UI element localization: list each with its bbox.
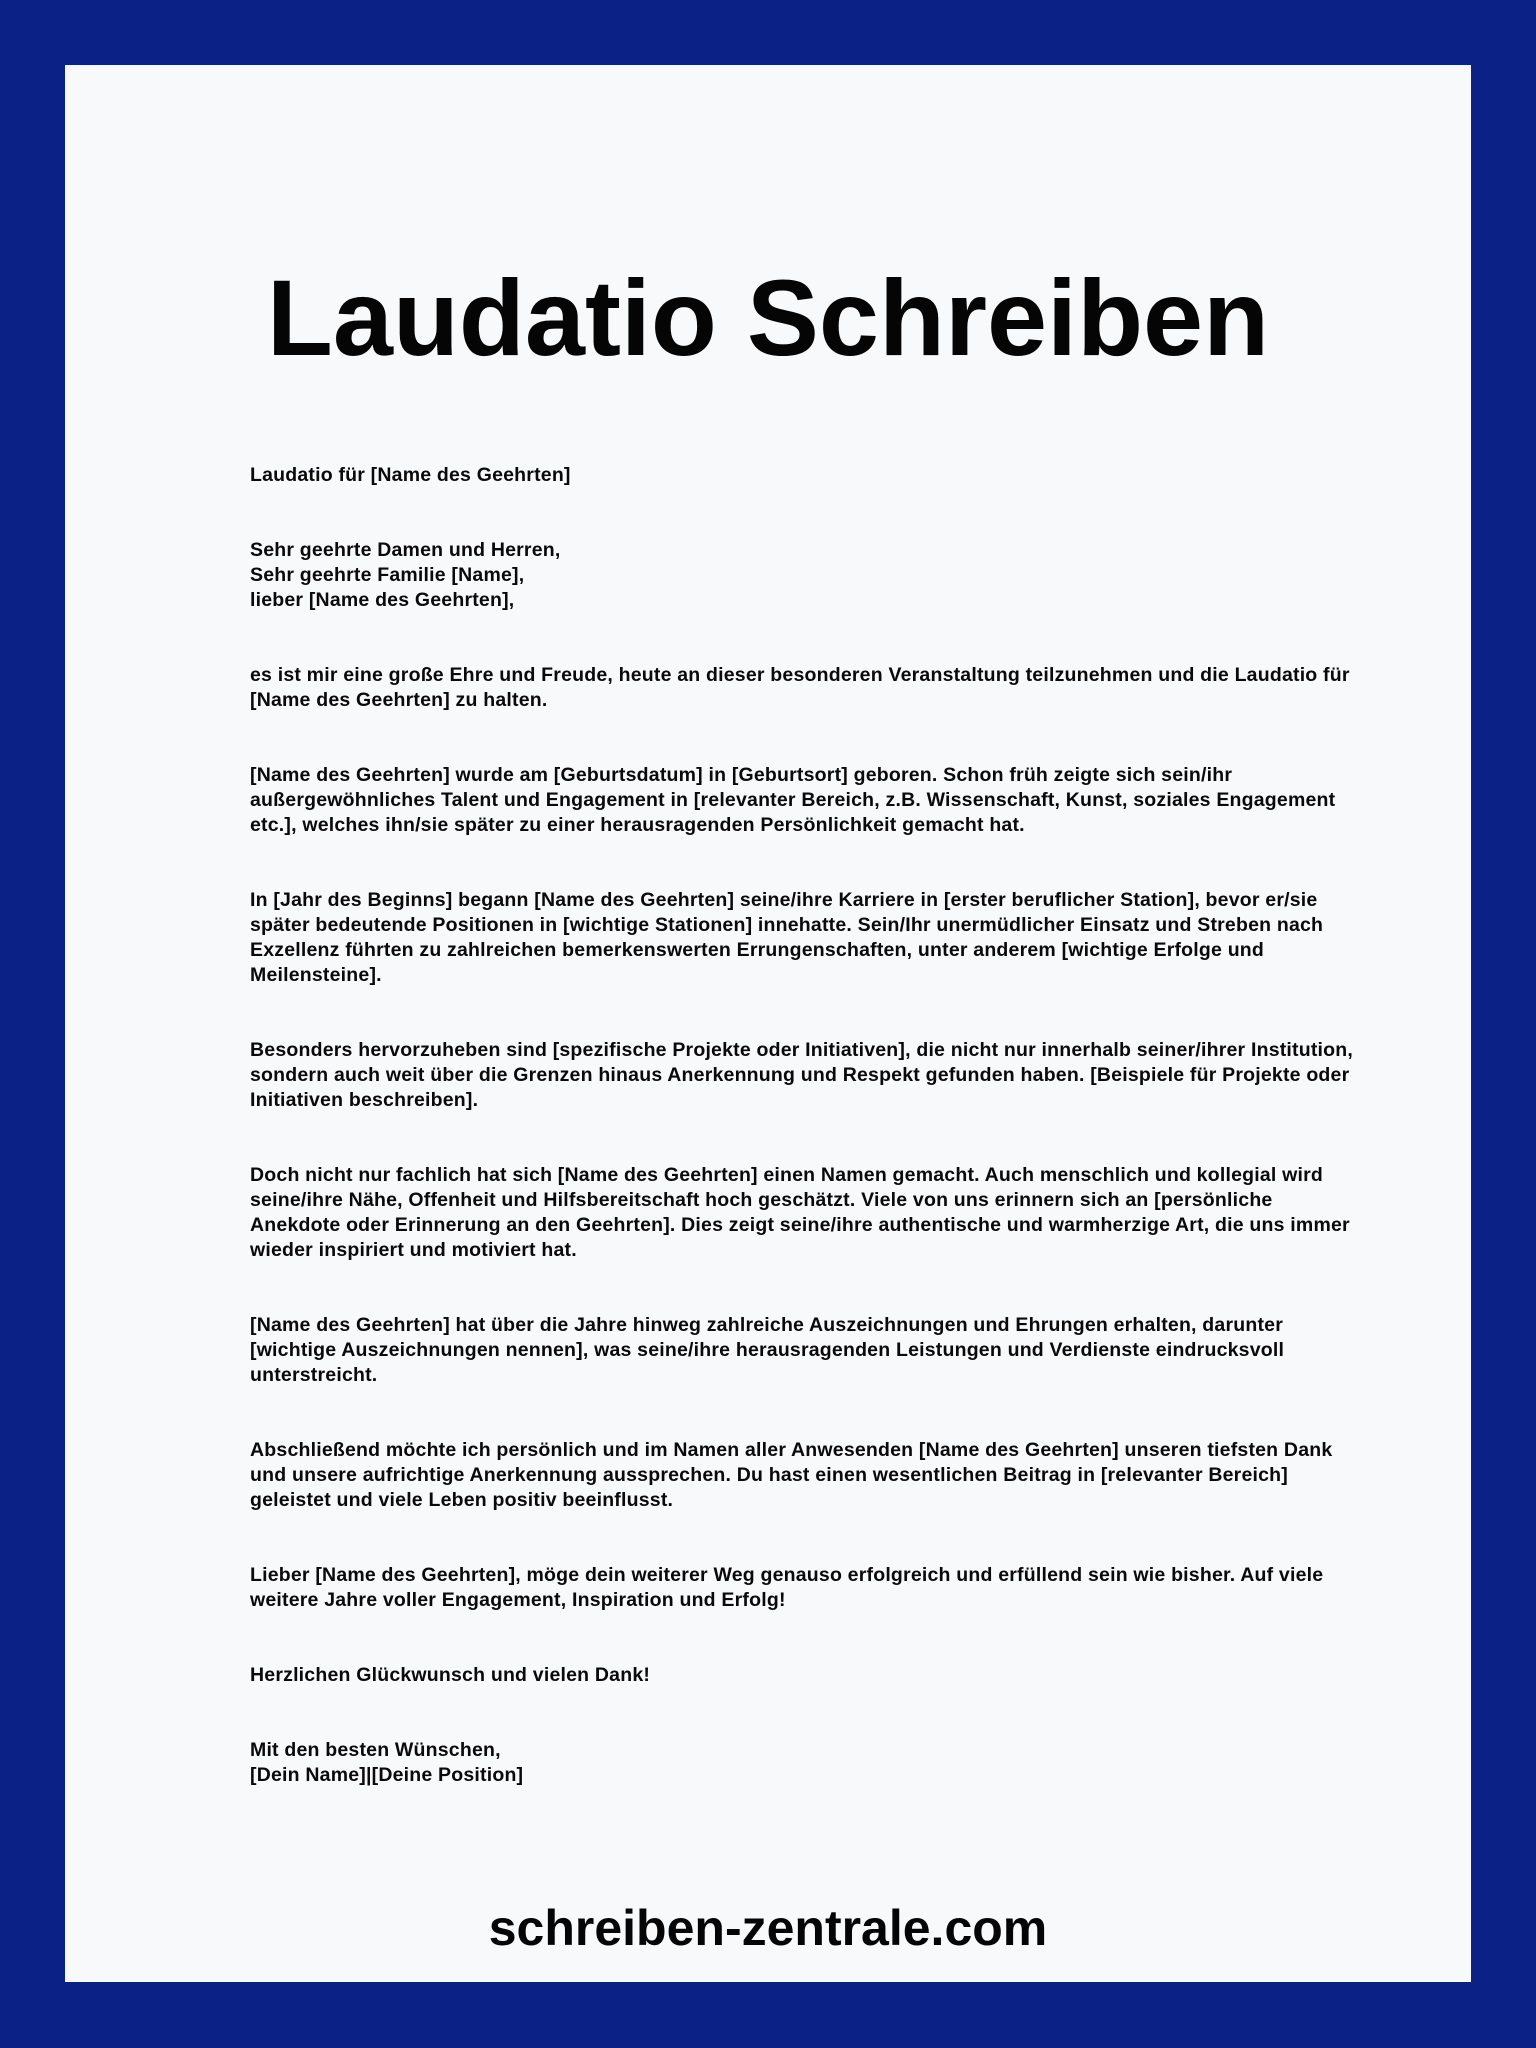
signature-line: [Dein Name]|[Deine Position] <box>250 1764 524 1786</box>
salutation-line: Sehr geehrte Familie [Name], <box>250 564 525 586</box>
closing-block <box>250 1738 1360 1788</box>
body-paragraph-wishes: Lieber [Name des Geehrten], möge dein weiterer Weg genauso erfolgreich und erfüllend sein wie bisher. Auf viele weitere Jahre voller Engagement, Inspiration und Erfolg! <box>250 1564 1324 1611</box>
document-title: Laudatio Schreiben <box>266 257 1270 378</box>
body-paragraph-personal: Doch nicht nur fachlich hat sich [Name des Geehrten] einen Namen gemacht. Auch menschlich und kollegial wird seine/ihre Nähe, Offenheit und Hilfsbereitschaft hoch geschätzt. Viele von uns erinnern sich an [persönliche Anekdote oder Erinnerung an den Geehrten]. Dies zeigt seine/ihre authentische und warmherzige Art, die uns immer wieder inspiriert und motiviert hat. <box>250 1164 1350 1261</box>
body-paragraph-congratulations: Herzlichen Glückwunsch und vielen Dank! <box>250 1664 651 1686</box>
salutation-block <box>250 538 1360 613</box>
salutation-line: Sehr geehrte Damen und Herren, <box>250 539 561 561</box>
body-paragraph-career: In [Jahr des Beginns] begann [Name des Geehrten] seine/ihre Karriere in [erster beruflicher Station], bevor er/sie später bedeutende Positionen in [wichtige Stationen] innehatte. Sein/Ihr unermüdlicher Einsatz und Streben nach Exzellenz führten zu zahlreichen bemerkenswerten Errungenschaften, unter anderem [wichtige Erfolge und Meilensteine]. <box>250 889 1324 986</box>
body-paragraph-biography: [Name des Geehrten] wurde am [Geburtsdatum] in [Geburtsort] geboren. Schon früh zeigte sich sein/ihr außergewöhnliches Talent und Engagement in [relevanter Bereich, z.B. Wissenschaft, Kunst, soziales Engagement etc.], welches ihn/sie später zu einer herausragenden Persönlichkeit gemacht hat. <box>250 764 1336 836</box>
body-paragraph-projects: Besonders hervorzuheben sind [spezifische Projekte oder Initiativen], die nicht nur innerhalb seiner/ihrer Institution, sondern auch weit über die Grenzen hinaus Anerkennung und Respekt gefunden haben. [Beispiele für Projekte oder Initiativen beschreiben]. <box>250 1039 1354 1111</box>
salutation-line: lieber [Name des Geehrten], <box>250 589 515 611</box>
letter-body <box>250 463 1360 1838</box>
body-paragraph-thanks: Abschließend möchte ich persönlich und im Namen aller Anwesenden [Name des Geehrten] unseren tiefsten Dank und unsere aufrichtige Anerkennung aussprechen. Du hast einen wesentlichen Beitrag in [relevanter Bereich] geleistet und viele Leben positiv beeinflusst. <box>250 1439 1333 1511</box>
body-paragraph-intro: es ist mir eine große Ehre und Freude, heute an dieser besonderen Veranstaltung teilzunehmen und die Laudatio für [Name des Geehrten] zu halten. <box>250 664 1350 711</box>
letter-heading: Laudatio für [Name des Geehrten] <box>250 464 571 486</box>
document-sheet <box>65 65 1471 1982</box>
closing-line: Mit den besten Wünschen, <box>250 1739 501 1761</box>
body-paragraph-awards: [Name des Geehrten] hat über die Jahre hinweg zahlreiche Auszeichnungen und Ehrungen erhalten, darunter [wichtige Auszeichnungen nennen], was seine/ihre herausragenden Leistungen und Verdienste eindrucksvoll unterstreicht. <box>250 1314 1285 1386</box>
footer-site-name: schreiben-zentrale.com <box>488 1900 1048 1956</box>
